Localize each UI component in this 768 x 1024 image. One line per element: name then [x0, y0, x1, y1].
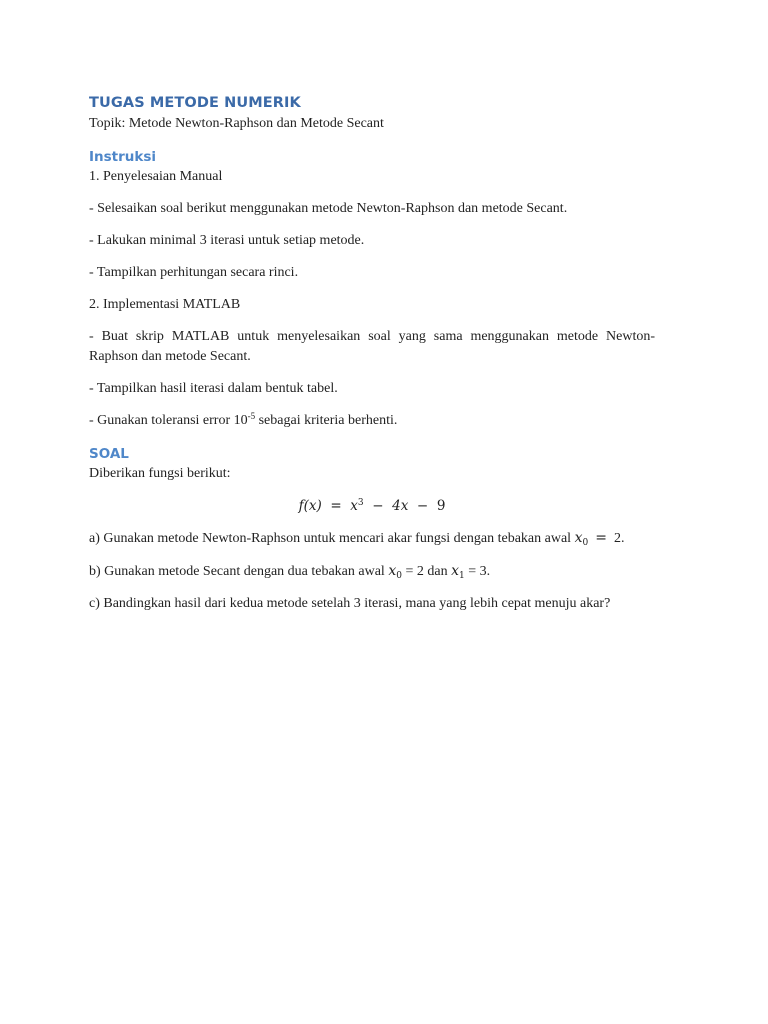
- question-b-dan: dan: [423, 564, 452, 579]
- question-b-text: b) Gunakan metode Secant dengan dua tebakan awal: [89, 564, 389, 579]
- question-a-equals: =: [595, 530, 607, 546]
- document-topic: Topik: Metode Newton-Raphson dan Metode Secant: [89, 116, 384, 131]
- formula-minus-2: −: [416, 498, 429, 514]
- soal-intro: Diberikan fungsi berikut:: [89, 466, 231, 481]
- formula-term-x: x: [350, 498, 358, 514]
- question-a-subscript: 0: [582, 538, 589, 548]
- tolerance-text-post: sebagai kriteria berhenti.: [255, 413, 398, 428]
- document-content: [89, 92, 655, 614]
- document-title: TUGAS METODE NUMERIK: [89, 95, 301, 111]
- question-a-var: x: [574, 530, 583, 546]
- question-a: [89, 528, 655, 549]
- formula-constant: 9: [436, 498, 446, 514]
- section2-title: 2. Implementasi MATLAB: [89, 297, 241, 312]
- question-b-eq1: = 2: [405, 564, 424, 579]
- formula-term-4x: 4x: [392, 498, 409, 514]
- formula-minus-1: −: [372, 498, 384, 514]
- section2-item-2: - Tampilkan hasil iterasi dalam bentuk tabel.: [89, 381, 338, 396]
- section1-item-1: - Selesaikan soal berikut menggunakan metode Newton-Raphson dan metode Secant.: [89, 201, 568, 216]
- instructions-heading: Instruksi: [89, 149, 157, 165]
- section1-title: 1. Penyelesaian Manual: [89, 169, 223, 184]
- question-a-text: a) Gunakan metode Newton-Raphson untuk mencari akar fungsi dengan tebakan awal: [89, 531, 575, 546]
- question-b-eq2: = 3.: [468, 564, 491, 579]
- formula-equals: =: [330, 498, 342, 514]
- formula-lhs: f(x): [298, 498, 322, 514]
- question-b-var2: x: [451, 563, 459, 579]
- soal-heading: SOAL: [89, 446, 129, 462]
- question-a-value: 2.: [613, 531, 625, 546]
- question-b-var1: x: [388, 563, 397, 579]
- question-b-subscript2: 1: [459, 571, 465, 581]
- section2-item-3: [89, 411, 655, 431]
- function-formula: [89, 496, 655, 516]
- question-c: c) Bandingkan hasil dari kedua metode setelah 3 iterasi, mana yang lebih cepat menuju akar?: [89, 596, 611, 611]
- question-b-subscript1: 0: [396, 571, 402, 581]
- tolerance-text-pre: - Gunakan toleransi error 10: [89, 413, 248, 428]
- section1-item-3: - Tampilkan perhitungan secara rinci.: [89, 265, 299, 280]
- tolerance-exponent: -5: [247, 411, 256, 421]
- section2-item-1: - Buat skrip MATLAB untuk menyelesaikan soal yang sama menggunakan metode Newton-Raphson dan metode Secant.: [89, 329, 655, 364]
- question-b: [89, 561, 655, 582]
- section1-item-2: - Lakukan minimal 3 iterasi untuk setiap metode.: [89, 233, 365, 248]
- formula-term-x-exponent: 3: [357, 498, 364, 508]
